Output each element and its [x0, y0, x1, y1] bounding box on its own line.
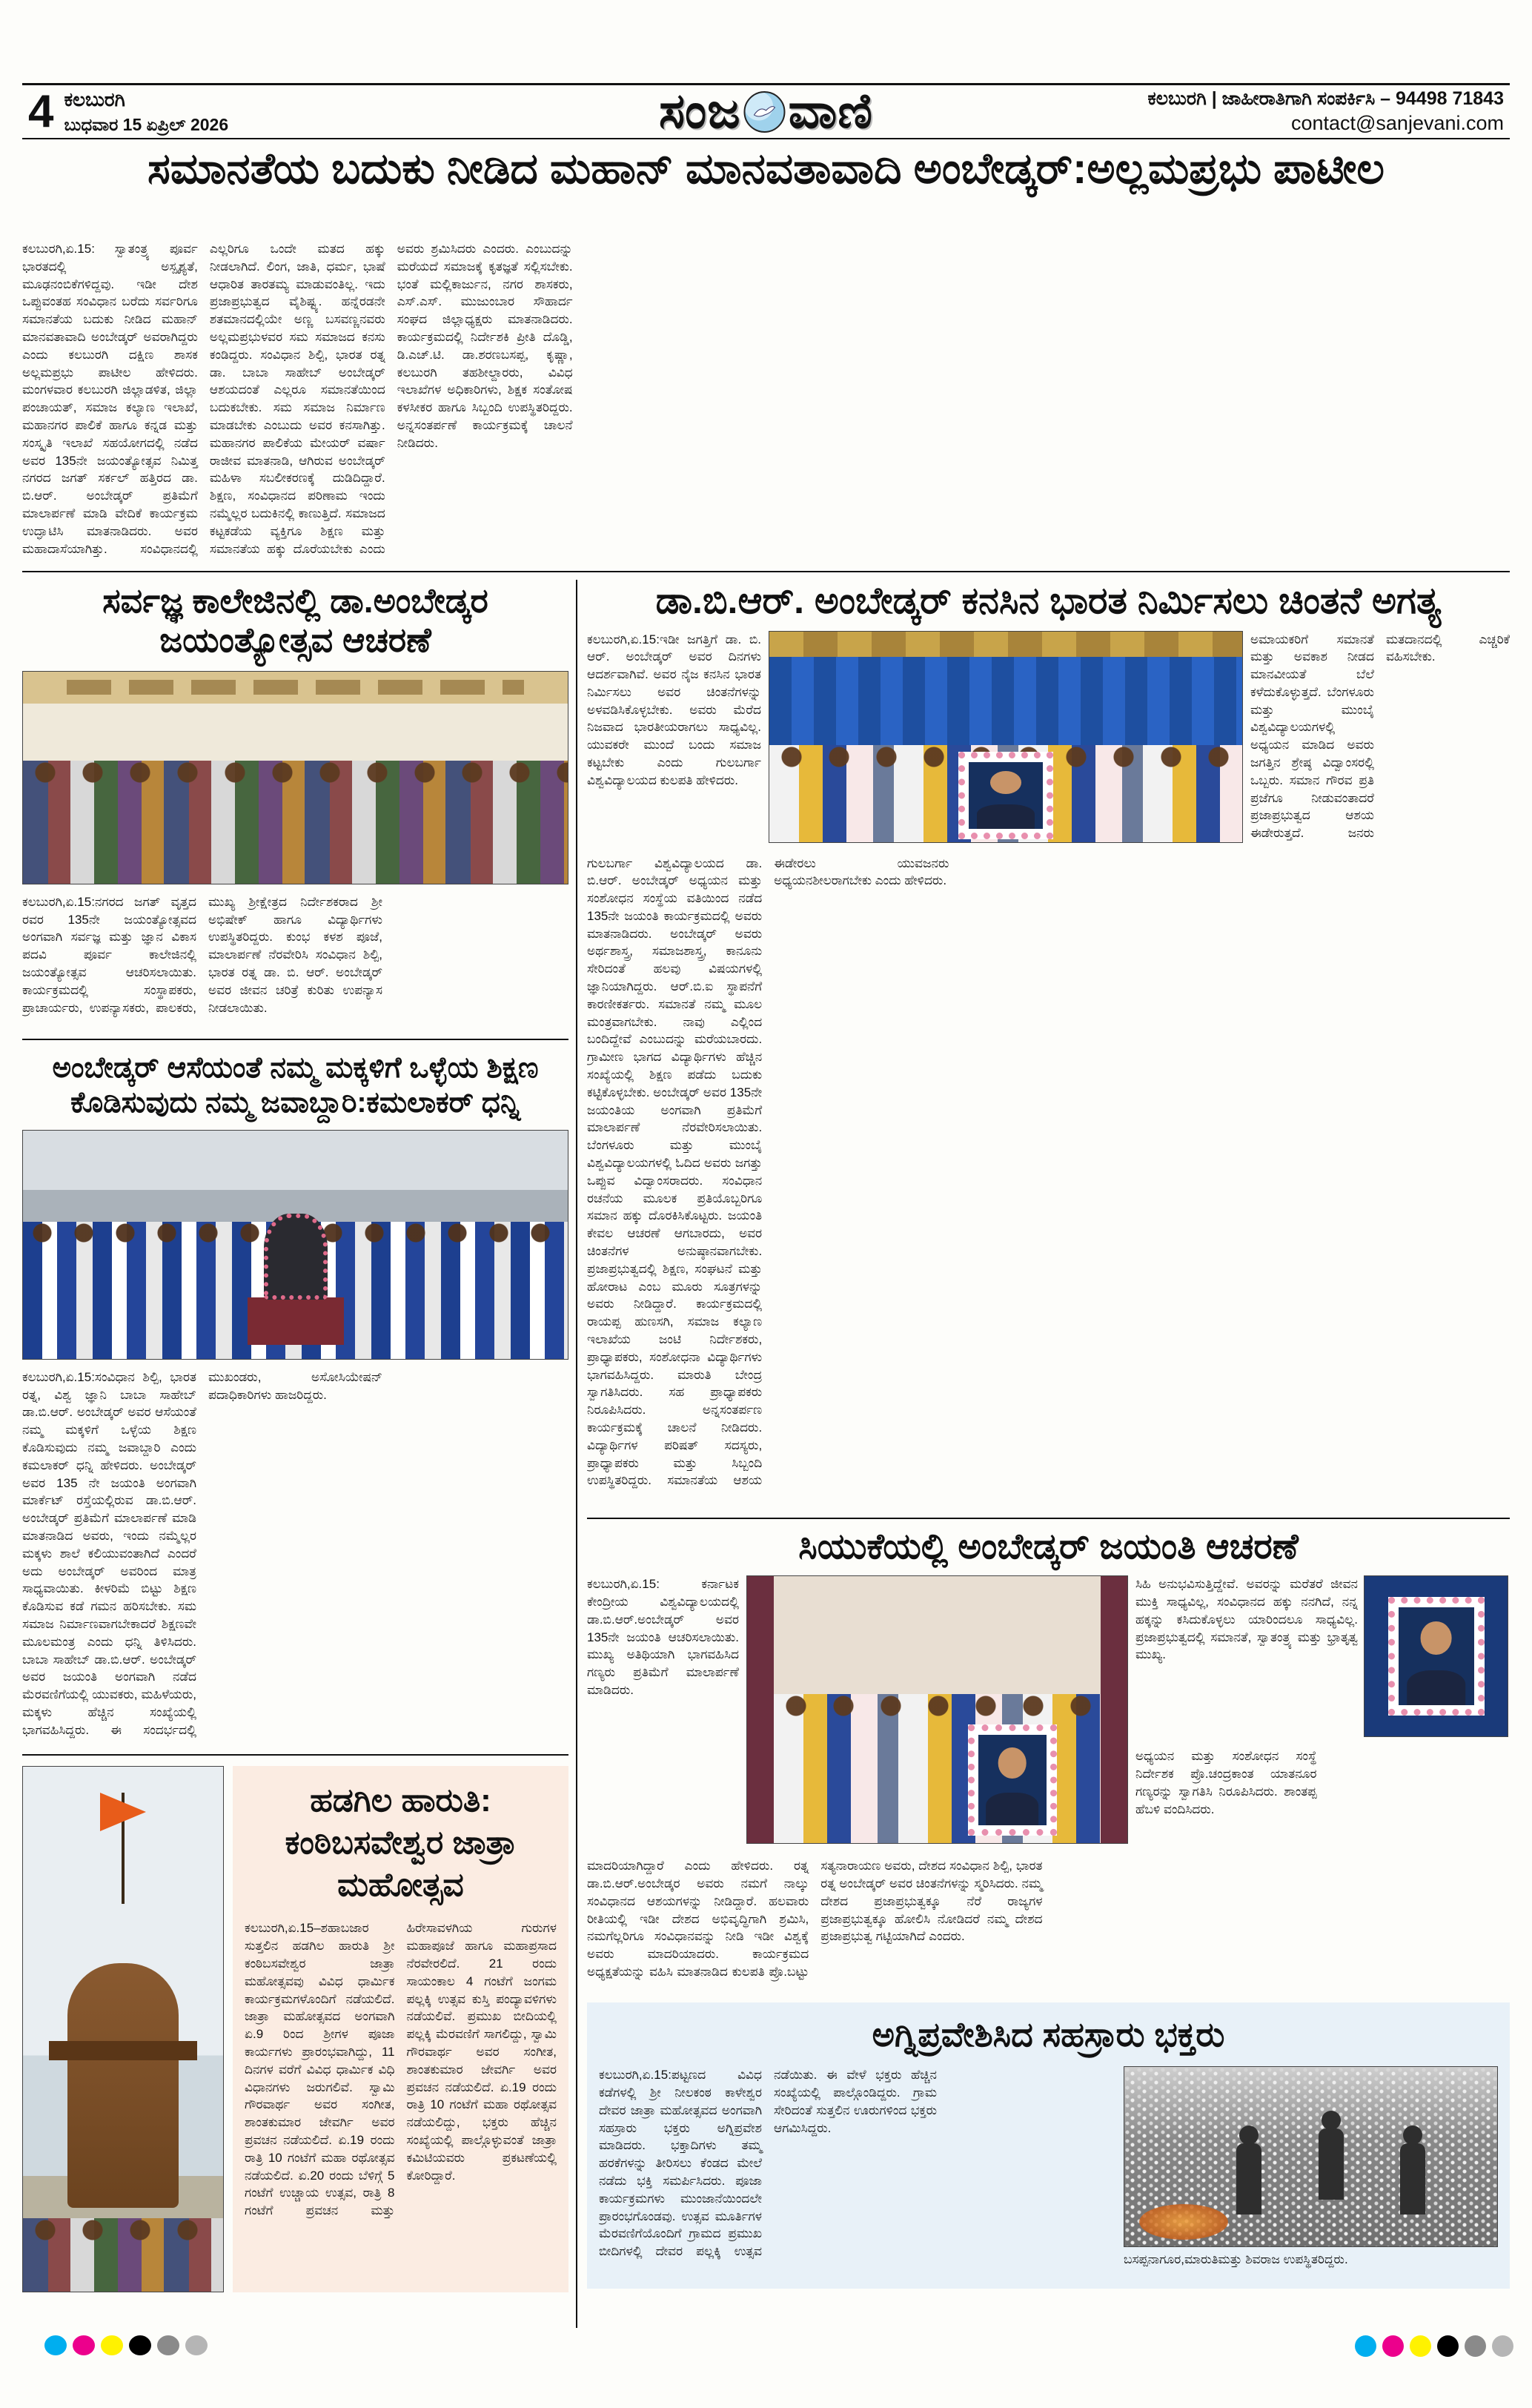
jatra-headline: ಹಡಗಿಲ ಹಾರುತಿ: ಕಂಠಿಬಸವೇಶ್ವರ ಜಾತ್ರಾ ಮಹೋತ್ಸವ — [285, 1782, 517, 1904]
gray-mark — [157, 2335, 179, 2355]
page-header — [22, 83, 1510, 139]
cyan-mark — [44, 2335, 67, 2355]
ambedkar-portrait — [1399, 1607, 1474, 1705]
devotee-silhouette — [1400, 2143, 1425, 2214]
devotee-silhouette — [1236, 2143, 1261, 2214]
portrait-face — [1420, 1621, 1452, 1655]
left-column — [22, 581, 568, 2292]
contact-email: contact@sanjevani.com — [1290, 112, 1504, 135]
cuk-photo-row — [587, 1575, 1510, 1850]
stage-banner — [67, 680, 524, 695]
agni-content-row — [599, 2066, 1498, 2275]
globe-bird-icon — [744, 91, 786, 133]
photo-firewalk — [1124, 2066, 1498, 2247]
jatra-section — [22, 1754, 568, 2292]
section-divider — [22, 571, 1510, 572]
stage-valance — [769, 632, 1242, 657]
ambedkar-portrait — [978, 1735, 1047, 1825]
portrait-suit — [977, 804, 1035, 828]
photo-sarvajna-event — [22, 671, 568, 884]
dream-article-lede: ಕಲಬುರಗಿ,ಏ.15:ಇಡೀ ಜಗತ್ತಿಗೆ ಡಾ. ಬಿ. ಆರ್. ಅಂಬೇಡ್ಕರ್ ಅವರ ದಿನಗಳು ಆದರ್ಶವಾಗಿವೆ. ಅವರ ನೈಜ ಕನಸಿನ ಭಾರತ ನಿರ್ಮಿಸಲು ಅವರ ಚಿಂತನೆಗಳನ್ನು ಅಳವಡಿಸಿಕೊಳ್ಳಬೇಕು. ಅವರು ಮೆರೆದ ನಿಜವಾದ ಭಾರತೀಯರಾಗಲು ಸಾಧ್ಯವಿಲ್ಲ. ಯುವಕರೇ ಮುಂದೆ ಬಂದು ಸಮಾಜ ಕಟ್ಟಬೇಕು ಎಂದು ಗುಲಬರ್ಗಾ ವಿಶ್ವವಿದ್ಯಾಲಯದ ಕುಲಪತಿ ಹೇಳಿದರು. — [587, 632, 761, 787]
agni-box — [587, 2002, 1510, 2289]
sarvajna-headline: ಸರ್ವಜ್ಞ ಕಾಲೇಜಿನಲ್ಲಿ ಡಾ.ಅಂಬೇಡ್ಕರ ಜಯಂತ್ಯೋತ್ಸವ ಆಚರಣೆ — [102, 581, 488, 660]
crowd-figures — [23, 761, 568, 884]
print-marks-left — [44, 2335, 208, 2355]
masthead-text-right: ವಾಣಿ — [788, 83, 874, 138]
cuk-article-lede: ಕಲಬುರಗಿ,ಏ.15: ಕರ್ನಾಟಕ ಕೇಂದ್ರೀಯ ವಿಶ್ವವಿದ್ಯಾಲಯದಲ್ಲಿ ಡಾ.ಬಿ.ಆರ್.ಅಂಬೇಡ್ಕರ್ ಅವರ 135ನೇ ಜಯಂತಿ ಆಚರಿಸಲಾಯಿತು. ಮುಖ್ಯ ಅತಿಥಿಯಾಗಿ ಭಾಗವಹಿಸಿದ ಗಣ್ಯರು ಪ್ರತಿಮೆಗೆ ಮಾಲಾರ್ಪಣೆ ಮಾಡಿದರು. — [587, 1577, 739, 1698]
cuk-article-continuation: ಮಾದರಿಯಾಗಿದ್ದಾರೆ ಎಂದು ಹೇಳಿದರು. ರತ್ನ ಡಾ.ಬಿ.ಆರ್.ಅಂಬೇಡ್ಕರ ಅವರು ನಮಗೆ ನಾಲ್ಕು ಸಂವಿಧಾನದ ಆಶಯಗಳನ್ನು ನೀಡಿದ್ದಾರೆ. ಹಲವಾರು ರೀತಿಯಲ್ಲಿ ಇಡೀ ದೇಶದ ಅಭಿವೃದ್ಧಿಗಾಗಿ ಶ್ರಮಿಸಿ, ನಮಗೆಲ್ಲರಿಗೂ ಸಂವಿಧಾನವನ್ನು ನೀಡಿ ಇಡೀ ವಿಶ್ವಕ್ಕೆ ಅವರು ಮಾದರಿಯಾದರು. ಕಾರ್ಯಕ್ರಮದ ಅಧ್ಯಕ್ಷತೆಯನ್ನು ವಹಿಸಿ ಮಾತನಾಡಿದ ಕುಲಪತಿ ಪ್ರೊ.ಬಟ್ಟು ಸತ್ಯನಾರಾಯಣ ಅವರು, ದೇಶದ ಸಂವಿಧಾನ ಶಿಲ್ಪಿ, ಭಾರತ ರತ್ನ ಅಂಬೇಡ್ಕರ್ ಅವರ ಚಿಂತನೆಗಳನ್ನು ಸ್ಮರಿಸಿದರು. ನಮ್ಮ ದೇಶದ ಪ್ರಜಾಪ್ರಭುತ್ವಕ್ಕೂ ನೆರೆ ರಾಜ್ಯಗಳ ಪ್ರಜಾಪ್ರಭುತ್ವಕ್ಕೂ ಹೋಲಿಸಿ ನೋಡಿದರೆ ನಮ್ಮ ದೇಶದ ಪ್ರಜಾಪ್ರಭುತ್ವ ಗಟ್ಟಿಯಾಗಿದೆ ಎಂದರು. — [587, 1859, 1043, 1979]
kamalakar-headline: ಅಂಬೇಡ್ಕರ್ ಆಸೆಯಂತೆ ನಮ್ಮ ಮಕ್ಕಳಿಗೆ ಒಳ್ಳೆಯ ಶಿಕ್ಷಣ ಕೊಡಿಸುವುದು ನಮ್ಮ ಜವಾಬ್ದಾರಿ:ಕಮಲಾಕರ್ ಧನ್ನಿ — [22, 1039, 568, 1121]
dream-photo-row — [587, 631, 1510, 846]
edition-name: ಕಲಬುರಗಿ — [64, 88, 125, 110]
edition-date: ಬುಧವಾರ 15 ಏಪ್ರಿಲ್ 2026 — [64, 115, 229, 134]
cuk-article-side: ಸಿಹಿ ಅನುಭವಿಸುತ್ತಿದ್ದೇವೆ. ಅವರನ್ನು ಮರೆತರೆ ಜೀವನ ಮುಕ್ತಿ ಸಾಧ್ಯವಿಲ್ಲ, ಸಂವಿಧಾನದ ಹಕ್ಕು ನನಗಿದೆ, ನನ್ನ ಹಕ್ಕನ್ನು ಕಸಿದುಕೊಳ್ಳಲು ಯಾರಿಂದಲೂ ಸಾಧ್ಯವಿಲ್ಲ. ಪ್ರಜಾಪ್ರಭುತ್ವದಲ್ಲಿ ಸಮಾನತೆ, ಸ್ವಾತಂತ್ರ್ಯ ಮತ್ತು ಭ್ರಾತೃತ್ವ ಮುಖ್ಯ. — [1135, 1577, 1358, 1662]
jatra-article-body: ಕಲಬುರಗಿ,ಏ.15–ಶಹಾಬಜಾರ ಸುತ್ತಲಿನ ಹಡಗಿಲ ಹಾರುತಿ ಶ್ರೀ ಕಂಠಿಬಸವೇಶ್ವರ ಜಾತ್ರಾ ಮಹೋತ್ಸವವು ವಿವಿಧ ಧಾರ್ಮಿಕ ಕಾರ್ಯಕ್ರಮಗಳೊಂದಿಗೆ ನಡೆಯಲಿದೆ. ಜಾತ್ರಾ ಮಹೋತ್ಸವದ ಅಂಗವಾಗಿ ಏ.9 ರಿಂದ ಶ್ರೀಗಳ ಪೂಜಾ ಕಾರ್ಯಗಳು ಪ್ರಾರಂಭವಾಗಿದ್ದು, 11 ದಿನಗಳ ವರೆಗೆ ವಿವಿಧ ಧಾರ್ಮಿಕ ವಿಧಿ ವಿಧಾನಗಳು ಜರುಗಲಿವೆ. ಸ್ವಾಮಿ ಗೌರವಾರ್ಥ ಅವರ ಸಂಗೀತ, ಶಾಂತಕುಮಾರ ಜೇವರ್ಗಿ ಅವರ ಪ್ರವಚನ ನಡೆಯಲಿದೆ. ಏ.19 ರಂದು ರಾತ್ರಿ 10 ಗಂಟೆಗೆ ಮಹಾ ರಥೋತ್ಸವ ನಡೆಯಲಿದೆ. ಏ.20 ರಂದು ಬೆಳಿಗ್ಗೆ 5 ಗಂಟೆಗೆ ಉಚ್ಚಾಯ ಉತ್ಸವ, ರಾತ್ರಿ 8 ಗಂಟೆಗೆ ಪ್ರವಚನ ಮತ್ತು ಹಿರೇಸಾವಳಗಿಯ ಗುರುಗಳ ಮಹಾಪೂಜೆ ಹಾಗೂ ಮಹಾಪ್ರಸಾದ ನೆರವೇರಲಿದೆ. 21 ರಂದು ಸಾಯಂಕಾಲ 4 ಗಂಟೆಗೆ ಜಂಗಮ ಪಲ್ಲಕ್ಕಿ ಉತ್ಸವ ಕುಸ್ತಿ ಪಂದ್ಯಾವಳಿಗಳು ನಡೆಯಲಿವೆ. ಪ್ರಮುಖ ಬೀದಿಯಲ್ಲಿ ಪಲ್ಲಕ್ಕಿ ಮೆರವಣಿಗೆ ಸಾಗಲಿದ್ದು, ಸ್ವಾಮಿ ಗೌರವಾರ್ಥ ಅವರ ಸಂಗೀತ, ಶಾಂತಕುಮಾರ ಜೇವರ್ಗಿ ಅವರ ಪ್ರವಚನ ನಡೆಯಲಿದೆ. ಏ.19 ರಂದು ರಾತ್ರಿ 10 ಗಂಟೆಗೆ ಮಹಾ ರಥೋತ್ಸವ ನಡೆಯಲಿದ್ದು, ಭಕ್ತರು ಹೆಚ್ಚಿನ ಸಂಖ್ಯೆಯಲ್ಲಿ ಪಾಲ್ಗೊಳ್ಳುವಂತೆ ಜಾತ್ರಾ ಕಮಿಟಿಯವರು ಪ್ರಕಟಣೆಯಲ್ಲಿ ಕೋರಿದ್ದಾರೆ. — [245, 1921, 557, 2218]
cuk-article-side2: ಅಧ್ಯಯನ ಮತ್ತು ಸಂಶೋಧನ ಸಂಸ್ಥೆ ನಿರ್ದೇಶಕ ಪ್ರೊ.ಚಂದ್ರಕಾಂತ ಯಾತನೂರ ಗಣ್ಯರನ್ನು ಸ್ವಾಗತಿಸಿ ನಿರೂಪಿಸಿದರು. ಶಾಂತಪ್ಪ ಹೆಬಳಿ ವಂದಿಸಿದರು. — [1135, 1749, 1317, 1816]
fire-photo-caption: ಬಸಪ್ಪನಾಗೂರ,ಮಾರುತಿಮತ್ತು ಶಿವರಾಜ ಉಪಸ್ಥಿತರಿದ್ದರು. — [1124, 2252, 1348, 2267]
cuk-headline: ಸಿಯುಕೆಯಲ್ಲಿ ಅಂಬೇಡ್ಕರ್ ಜಯಂತಿ ಆಚರಣೆ — [587, 1518, 1510, 1567]
portrait-suit — [986, 1793, 1039, 1825]
edition-block — [64, 88, 228, 135]
print-marks-right — [1355, 2335, 1513, 2357]
ambedkar-bust — [264, 1214, 328, 1300]
ambedkar-portrait — [969, 762, 1043, 829]
lead-headline: ಸಮಾನತೆಯ ಬದುಕು ನೀಡಿದ ಮಹಾನ್ ಮಾನವತಾವಾದಿ ಅಂಬೇಡ್ಕರ್:ಅಲ್ಲಮಪ್ರಭು ಪಾಟೀಲ — [147, 145, 1385, 193]
agni-article-body: ಕಲಬುರಗಿ,ಏ.15:ಪಟ್ಟಣದ ವಿವಿಧ ಕಡೆಗಳಲ್ಲಿ ಶ್ರೀ ನೀಲಕಂಠ ಕಾಳೇಶ್ವರ ದೇವರ ಜಾತ್ರಾ ಮಹೋತ್ಸವದ ಅಂಗವಾಗಿ ಸಹಸ್ರಾರು ಭಕ್ತರು ಅಗ್ನಿಪ್ರವೇಶ ಮಾಡಿದರು. ಭಕ್ತಾದಿಗಳು ತಮ್ಮ ಹರಕೆಗಳನ್ನು ತೀರಿಸಲು ಕೆಂಡದ ಮೇಲೆ ನಡೆದು ಭಕ್ತಿ ಸಮರ್ಪಿಸಿದರು. ಪೂಜಾ ಕಾರ್ಯಕ್ರಮಗಳು ಮುಂಜಾನೆಯಿಂದಲೇ ಪ್ರಾರಂಭಗೊಂಡವು. ಉತ್ಸವ ಮೂರ್ತಿಗಳ ಮೆರವಣಿಗೆಯೊಂದಿಗೆ ಗ್ರಾಮದ ಪ್ರಮುಖ ಬೀದಿಗಳಲ್ಲಿ ದೇವರ ಪಲ್ಲಕ್ಕಿ ಉತ್ಸವ ನಡೆಯಿತು. ಈ ವೇಳೆ ಭಕ್ತರು ಹೆಚ್ಚಿನ ಸಂಖ್ಯೆಯಲ್ಲಿ ಪಾಲ್ಗೊಂಡಿದ್ದರು. ಗ್ರಾಮ ಸೇರಿದಂತೆ ಸುತ್ತಲಿನ ಊರುಗಳಿಂದ ಭಕ್ತರು ಆಗಮಿಸಿದ್ದರು. — [599, 2068, 937, 2259]
portrait-face — [990, 771, 1021, 794]
dream-headline: ಡಾ.ಬಿ.ಆರ್. ಅಂಬೇಡ್ಕರ್ ಕನಸಿನ ಭಾರತ ನಿರ್ಮಿಸಲು ಚಿಂತನೆ ಅಗತ್ಯ — [655, 580, 1442, 621]
jatra-box — [233, 1766, 568, 2292]
magenta-mark — [1382, 2335, 1404, 2357]
photo-temple-chariot — [22, 1766, 224, 2292]
masthead-logo — [659, 82, 873, 141]
ember-glow — [1139, 2204, 1228, 2240]
column-divider — [576, 580, 577, 2328]
devotee-silhouette — [1319, 2128, 1344, 2200]
garlanded-portrait — [968, 1724, 1057, 1836]
photo-dream-event — [769, 631, 1243, 843]
lightgray-mark — [1492, 2335, 1513, 2357]
garlanded-portrait — [1388, 1597, 1485, 1716]
cuk-right-top — [1135, 1575, 1510, 1742]
dream-article-side: ಅಮಾಯಕರಿಗೆ ಸಮಾನತೆ ಮತ್ತು ಅವಕಾಶ ನೀಡದ ಮಾನವೀಯತೆ ಬೆಲೆ ಕಳೆದುಕೊಳ್ಳುತ್ತದೆ. ಬೆಂಗಳೂರು ಮತ್ತು ಮುಂಬೈ ವಿಶ್ವವಿದ್ಯಾಲಯಗಳಲ್ಲಿ ಅಧ್ಯಯನ ಮಾಡಿದ ಅವರು ಜಗತ್ತಿನ ಶ್ರೇಷ್ಠ ವಿದ್ವಾಂಸರಲ್ಲಿ ಒಬ್ಬರು. ಸಮಾನ ಗೌರವ ಪ್ರತಿ ಪ್ರಜೆಗೂ ನೀಡುವಂತಾದರೆ ಪ್ರಜಾಪ್ರಭುತ್ವದ ಆಶಯ ಈಡೇರುತ್ತದೆ. ಜನರು ಮತದಾನದಲ್ಲಿ ಎಚ್ಚರಿಕೆ ವಹಿಸಬೇಕು. — [1250, 632, 1510, 841]
photo-ambedkar-portrait — [1364, 1575, 1508, 1737]
right-column — [587, 581, 1510, 2289]
contact-block — [1148, 87, 1504, 137]
cyan-mark — [1355, 2335, 1376, 2357]
magenta-mark — [73, 2335, 95, 2355]
chariot-body — [67, 1963, 179, 2208]
chariot-tier — [49, 2041, 197, 2060]
fire-photo-block — [1124, 2066, 1498, 2275]
sarvajna-article-body: ಕಲಬುರಗಿ,ಏ.15:ನಗರದ ಜಗತ್ ವೃತ್ತದ ರವರ 135ನೇ ಜಯಂತ್ಯೋತ್ಸವದ ಅಂಗವಾಗಿ ಸರ್ವಜ್ಞ ಮತ್ತು ಜ್ಞಾನ ವಿಕಾಸ ಪದವಿ ಪೂರ್ವ ಕಾಲೇಜಿನಲ್ಲಿ ಜಯಂತ್ಯೋತ್ಸವ ಆಚರಿಸಲಾಯಿತು. ಕಾರ್ಯಕ್ರಮದಲ್ಲಿ ಸಂಸ್ಥಾಪಕರು, ಪ್ರಾಚಾರ್ಯರು, ಉಪನ್ಯಾಸಕರು, ಪಾಲಕರು, ಮುಖ್ಯ ಶ್ರೀಕ್ಷೇತ್ರದ ನಿರ್ದೇಶಕರಾದ ಶ್ರೀ ಅಭಿಷೇಕ್ ಹಾಗೂ ವಿದ್ಯಾರ್ಥಿಗಳು ಉಪಸ್ಥಿತರಿದ್ದರು. ಕುಂಭ ಕಳಶ ಪೂಜೆ, ಮಾಲಾರ್ಪಣೆ ನೆರವೇರಿಸಿ ಸಂವಿಧಾನ ಶಿಲ್ಪಿ, ಭಾರತ ರತ್ನ ಡಾ. ಬಿ. ಆರ್. ಅಂಬೇಡ್ಕರ್ ಅವರ ಜೀವನ ಚರಿತ್ರೆ ಕುರಿತು ಉಪನ್ಯಾಸ ನೀಡಲಾಯಿತು. — [22, 894, 382, 1015]
saffron-flag — [100, 1793, 146, 1831]
statue-pedestal — [248, 1297, 344, 1345]
kamalakar-article-body: ಕಲಬುರಗಿ,ಏ.15:ಸಂವಿಧಾನ ಶಿಲ್ಪಿ, ಭಾರತ ರತ್ನ, ವಿಶ್ವ ಜ್ಞಾನಿ ಬಾಬಾ ಸಾಹೇಬ್ ಡಾ.ಬಿ.ಆರ್. ಅಂಬೇಡ್ಕರ್ ಅವರ ಆಸೆಯಂತೆ ನಮ್ಮ ಮಕ್ಕಳಿಗೆ ಒಳ್ಳೆಯ ಶಿಕ್ಷಣ ಕೊಡಿಸುವುದು ನಮ್ಮ ಜವಾಬ್ದಾರಿ ಎಂದು ಕಮಲಾಕರ್ ಧನ್ನಿ ಹೇಳಿದರು. ಅಂಬೇಡ್ಕರ್ ಅವರ 135 ನೇ ಜಯಂತಿ ಅಂಗವಾಗಿ ಮಾರ್ಕೆಟ್ ರಸ್ತೆಯಲ್ಲಿರುವ ಡಾ.ಬಿ.ಆರ್. ಅಂಬೇಡ್ಕರ್ ಪ್ರತಿಮೆಗೆ ಮಾಲಾರ್ಪಣೆ ಮಾಡಿ ಮಾತನಾಡಿದ ಅವರು, ಇಂದು ನಮ್ಮೆಲ್ಲರ ಮಕ್ಕಳು ಶಾಲೆ ಕಲಿಯುವಂತಾಗಿದೆ ಎಂದರೆ ಅದು ಅಂಬೇಡ್ಕರ್ ಅವರಿಂದ ಮಾತ್ರ ಸಾಧ್ಯವಾಯಿತು. ಕೀಳರಿಮೆ ಬಿಟ್ಟು ಶಿಕ್ಷಣ ಕೊಡಿಸುವ ಕಡೆ ಗಮನ ಹರಿಸಬೇಕು. ಸಮ ಸಮಾಜ ನಿರ್ಮಾಣವಾಗಬೇಕಾದರೆ ಶಿಕ್ಷಣವೇ ಮೂಲಮಂತ್ರ ಎಂದು ಧನ್ನಿ ತಿಳಿಸಿದರು. ಬಾಬಾ ಸಾಹೇಬ್ ಡಾ.ಬಿ.ಆರ್. ಅಂಬೇಡ್ಕರ್ ಅವರ ಜಯಂತಿ ಅಂಗವಾಗಿ ನಡೆದ ಮೆರವಣಿಗೆಯಲ್ಲಿ ಯುವಕರು, ಮಹಿಳೆಯರು, ಮಕ್ಕಳು ಹೆಚ್ಚಿನ ಸಂಖ್ಯೆಯಲ್ಲಿ ಭಾಗವಹಿಸಿದ್ದರು. ಈ ಸಂದರ್ಭದಲ್ಲಿ ಮುಖಂಡರು, ಅಸೋಸಿಯೇಷನ್ ಪದಾಧಿಕಾರಿಗಳು ಹಾಜರಿದ್ದರು. — [22, 1369, 382, 1737]
black-mark — [129, 2335, 151, 2355]
agni-headline: ಅಗ್ನಿಪ್ರವೇಶಿಸಿದ ಸಹಸ್ರಾರು ಭಕ್ತರು — [872, 2015, 1225, 2054]
gray-mark — [1465, 2335, 1486, 2357]
yellow-mark — [101, 2335, 123, 2355]
lead-article-body: ಕಲಬುರಗಿ,ಏ.15: ಸ್ವಾತಂತ್ರ್ಯ ಪೂರ್ವ ಭಾರತದಲ್ಲಿ ಅಸ್ಪೃಶ್ಯತೆ, ಮೂಢನಂಬಿಕೆಗಳಿದ್ದವು. ಇಡೀ ದೇಶ ಒಪ್ಪುವಂತಹ ಸಂವಿಧಾನ ಬರೆದು ಸರ್ವರಿಗೂ ಸಮಾನತೆಯ ಬದುಕು ನೀಡಿದ ಮಹಾನ್ ಮಾನವತಾವಾದಿ ಅಂಬೇಡ್ಕರ್ ಅವರಾಗಿದ್ದರು ಎಂದು ಕಲಬುರಗಿ ದಕ್ಷಿಣ ಶಾಸಕ ಅಲ್ಲಮಪ್ರಭು ಪಾಟೀಲ ಹೇಳಿದರು. ಮಂಗಳವಾರ ಕಲಬುರಗಿ ಜಿಲ್ಲಾಡಳಿತ, ಜಿಲ್ಲಾ ಪಂಚಾಯತ್, ಸಮಾಜ ಕಲ್ಯಾಣ ಇಲಾಖೆ, ಮಹಾನಗರ ಪಾಲಿಕೆ ಹಾಗೂ ಕನ್ನಡ ಮತ್ತು ಸಂಸ್ಕೃತಿ ಇಲಾಖೆ ಸಹಯೋಗದಲ್ಲಿ ನಡೆದ ಅವರ 135ನೇ ಜಯಂತ್ಯೋತ್ಸವ ನಿಮಿತ್ತ ನಗರದ ಜಗತ್ ಸರ್ಕಲ್ ಹತ್ತಿರದ ಡಾ. ಬಿ.ಆರ್. ಅಂಬೇಡ್ಕರ್ ಪ್ರತಿಮೆಗೆ ಮಾಲಾರ್ಪಣೆ ಮಾಡಿ ವೇದಿಕೆ ಕಾರ್ಯಕ್ರಮ ಉದ್ಘಾಟಿಸಿ ಮಾತನಾಡಿದರು. ಅವರ ಮಹಾದಾಸೆಯಾಗಿತ್ತು. ಸಂವಿಧಾನದಲ್ಲಿ ಎಲ್ಲರಿಗೂ ಒಂದೇ ಮತದ ಹಕ್ಕು ನೀಡಲಾಗಿದೆ. ಲಿಂಗ, ಜಾತಿ, ಧರ್ಮ, ಭಾಷೆ ಆಧಾರಿತ ತಾರತಮ್ಯ ಮಾಡುವಂತಿಲ್ಲ. ಇದು ಪ್ರಜಾಪ್ರಭುತ್ವದ ವೈಶಿಷ್ಟ್ಯ. ಹನ್ನೆರಡನೇ ಶತಮಾನದಲ್ಲಿಯೇ ಅಣ್ಣ ಬಸವಣ್ಣನವರು ಅಲ್ಲಮಪ್ರಭುಳವರ ಸಮ ಸಮಾಜದ ಕನಸು ಕಂಡಿದ್ದರು. ಸಂವಿಧಾನ ಶಿಲ್ಪಿ, ಭಾರತ ರತ್ನ ಡಾ. ಬಾಬಾ ಸಾಹೇಬ್ ಅಂಬೇಡ್ಕರ್ ಆಶಯದಂತೆ ಎಲ್ಲರೂ ಸಮಾನತೆಯಿಂದ ಬದುಕಬೇಕು. ಸಮ ಸಮಾಜ ನಿರ್ಮಾಣ ಮಾಡಬೇಕು ಎಂಬುದು ಅವರ ಕನಸಾಗಿತ್ತು. ಮಹಾನಗರ ಪಾಲಿಕೆಯ ಮೇಯರ್ ವರ್ಷಾ ರಾಜೀವ ಮಾತನಾಡಿ, ಆಗಿರುವ ಅಂಬೇಡ್ಕರ್ ಮಹಿಳಾ ಸಬಲೀಕರಣಕ್ಕೆ ದುಡಿದಿದ್ದಾರೆ. ಶಿಕ್ಷಣ, ಸಂವಿಧಾನದ ಪರಿಣಾಮ ಇಂದು ನಮ್ಮೆಲ್ಲರ ಬದುಕಿನಲ್ಲಿ ಕಾಣುತ್ತಿದೆ. ಸಮಾಜದ ಕಟ್ಟಕಡೆಯ ವ್ಯಕ್ತಿಗೂ ಶಿಕ್ಷಣ ಮತ್ತು ಸಮಾನತೆಯ ಹಕ್ಕು ದೊರೆಯಬೇಕು ಎಂದು ಅವರು ಶ್ರಮಿಸಿದರು ಎಂದರು. ಎಂಬುದನ್ನು ಮರೆಯದೆ ಸಮಾಜಕ್ಕೆ ಕೃತಜ್ಞತೆ ಸಲ್ಲಿಸಬೇಕು. ಭಂತೆ ಮಲ್ಲಿಕಾರ್ಜುನ, ನಗರ ಶಾಸಕರು, ಎಸ್.ಎಸ್. ಮುಜುಂಬಾರ ಸೌಹಾರ್ದ ಸಂಘದ ಜಿಲ್ಲಾಧ್ಯಕ್ಷರು ಮಾತನಾಡಿದರು. ಕಾರ್ಯಕ್ರಮದಲ್ಲಿ ನಿರ್ದೇಶಕಿ ಪ್ರೀತಿ ದೊಡ್ಡಿ, ಡಿ.ಎಚ್.ಟಿ. ಡಾ.ಶರಣಬಸಪ್ಪ, ಕೃಷ್ಣಾ, ಕಲಬುರಗಿ ತಹಶೀಲ್ದಾರರು, ವಿವಿಧ ಇಲಾಖೆಗಳ ಅಧಿಕಾರಿಗಳು, ಶಿಕ್ಷಕ ಸಂತೋಷ ಕಳಸೀಕರ ಹಾಗೂ ಸಿಬ್ಬಂದಿ ಉಪಸ್ಥಿತರಿದ್ದರು. ಅನ್ನಸಂತರ್ಪಣೆ ಕಾರ್ಯಕ್ರಮಕ್ಕೆ ಚಾಲನೆ ನೀಡಿದರು. — [22, 242, 573, 556]
black-mark — [1437, 2335, 1459, 2357]
photo-kamalakar-procession — [22, 1130, 568, 1360]
lightgray-mark — [185, 2335, 208, 2355]
yellow-mark — [1410, 2335, 1431, 2357]
bird-glyph — [750, 97, 780, 127]
cuk-right-area — [1135, 1575, 1510, 1850]
photo-cuk-event — [746, 1575, 1128, 1844]
page-number: 4 — [28, 85, 54, 137]
garlanded-portrait — [958, 752, 1053, 839]
dream-article-body: ಗುಲಬರ್ಗಾ ವಿಶ್ವವಿದ್ಯಾಲಯದ ಡಾ. ಬಿ.ಆರ್. ಅಂಬೇಡ್ಕರ್ ಅಧ್ಯಯನ ಮತ್ತು ಸಂಶೋಧನ ಸಂಸ್ಥೆಯ ವತಿಯಿಂದ ನಡೆದ 135ನೇ ಜಯಂತಿ ಕಾರ್ಯಕ್ರಮದಲ್ಲಿ ಅವರು ಮಾತನಾಡಿದರು. ಅಂಬೇಡ್ಕರ್ ಅವರು ಅರ್ಥಶಾಸ್ತ್ರ, ಸಮಾಜಶಾಸ್ತ್ರ, ಕಾನೂನು ಸೇರಿದಂತೆ ಹಲವು ವಿಷಯಗಳಲ್ಲಿ ಜ್ಞಾನಿಯಾಗಿದ್ದರು. ಆರ್.ಬಿ.ಐ ಸ್ಥಾಪನೆಗೆ ಕಾರಣೀಕರ್ತರು. ಸಮಾನತೆ ನಮ್ಮ ಮೂಲ ಮಂತ್ರವಾಗಬೇಕು. ನಾವು ಎಲ್ಲಿಂದ ಬಂದಿದ್ದೇವೆ ಎಂಬುದನ್ನು ಮರೆಯಬಾರದು. ಗ್ರಾಮೀಣ ಭಾಗದ ವಿದ್ಯಾರ್ಥಿಗಳು ಹೆಚ್ಚಿನ ಸಂಖ್ಯೆಯಲ್ಲಿ ಶಿಕ್ಷಣ ಪಡೆದು ಬದುಕು ಕಟ್ಟಿಕೊಳ್ಳಬೇಕು. ಅಂಬೇಡ್ಕರ್ ಅವರ 135ನೇ ಜಯಂತಿಯ ಅಂಗವಾಗಿ ಪ್ರತಿಮೆಗೆ ಮಾಲಾರ್ಪಣೆ ನೆರವೇರಿಸಲಾಯಿತು. ಬೆಂಗಳೂರು ಮತ್ತು ಮುಂಬೈ ವಿಶ್ವವಿದ್ಯಾಲಯಗಳಲ್ಲಿ ಓದಿದ ಅವರು ಜಗತ್ತು ಒಪ್ಪುವ ವಿದ್ವಾಂಸರಾದರು. ಸಂವಿಧಾನ ರಚನೆಯ ಮೂಲಕ ಪ್ರತಿಯೊಬ್ಬರಿಗೂ ಸಮಾನ ಹಕ್ಕು ದೊರಕಿಸಿಕೊಟ್ಟರು. ಜಯಂತಿ ಕೇವಲ ಆಚರಣೆ ಆಗಬಾರದು, ಅವರ ಚಿಂತನೆಗಳ ಅನುಷ್ಠಾನವಾಗಬೇಕು. ಪ್ರಜಾಪ್ರಭುತ್ವದಲ್ಲಿ ಶಿಕ್ಷಣ, ಸಂಘಟನೆ ಮತ್ತು ಹೋರಾಟ ಎಂಬ ಮೂರು ಸೂತ್ರಗಳನ್ನು ಅವರು ನೀಡಿದ್ದಾರೆ. ಕಾರ್ಯಕ್ರಮದಲ್ಲಿ ರಾಯಪ್ಪ ಹುಣಸಗಿ, ಸಮಾಜ ಕಲ್ಯಾಣ ಇಲಾಖೆಯ ಜಂಟಿ ನಿರ್ದೇಶಕರು, ಪ್ರಾಧ್ಯಾಪಕರು, ಸಂಶೋಧನಾ ವಿದ್ಯಾರ್ಥಿಗಳು ಭಾಗವಹಿಸಿದ್ದರು. ಮಾರುತಿ ಬೇಂದ್ರ ಸ್ವಾಗತಿಸಿದರು. ಸಹ ಪ್ರಾಧ್ಯಾಪಕರು ನಿರೂಪಿಸಿದರು. ಅನ್ನಸಂತರ್ಪಣ ಕಾರ್ಯಕ್ರಮಕ್ಕೆ ಚಾಲನೆ ನೀಡಿದರು. ವಿದ್ಯಾರ್ಥಿಗಳ ಪರಿಷತ್ ಸದಸ್ಯರು, ಪ್ರಾಧ್ಯಾಪಕರು ಮತ್ತು ಸಿಬ್ಬಂದಿ ಉಪಸ್ಥಿತರಿದ್ದರು. ಸಮಾನತೆಯ ಆಶಯ ಈಡೇರಲು ಯುವಜನರು ಅಧ್ಯಯನಶೀಲರಾಗಬೇಕು ಎಂದು ಹೇಳಿದರು. — [587, 856, 949, 1488]
crowd-figures — [23, 2218, 223, 2292]
advertising-contact: ಕಲಬುರಗಿ | ಜಾಹೀರಾತಿಗಾಗಿ ಸಂಪರ್ಕಿಸಿ – 94498 71843 — [1147, 87, 1504, 109]
masthead-text-left: ಸಂಜ — [658, 83, 741, 138]
portrait-face — [998, 1747, 1027, 1778]
portrait-suit — [1407, 1670, 1466, 1706]
